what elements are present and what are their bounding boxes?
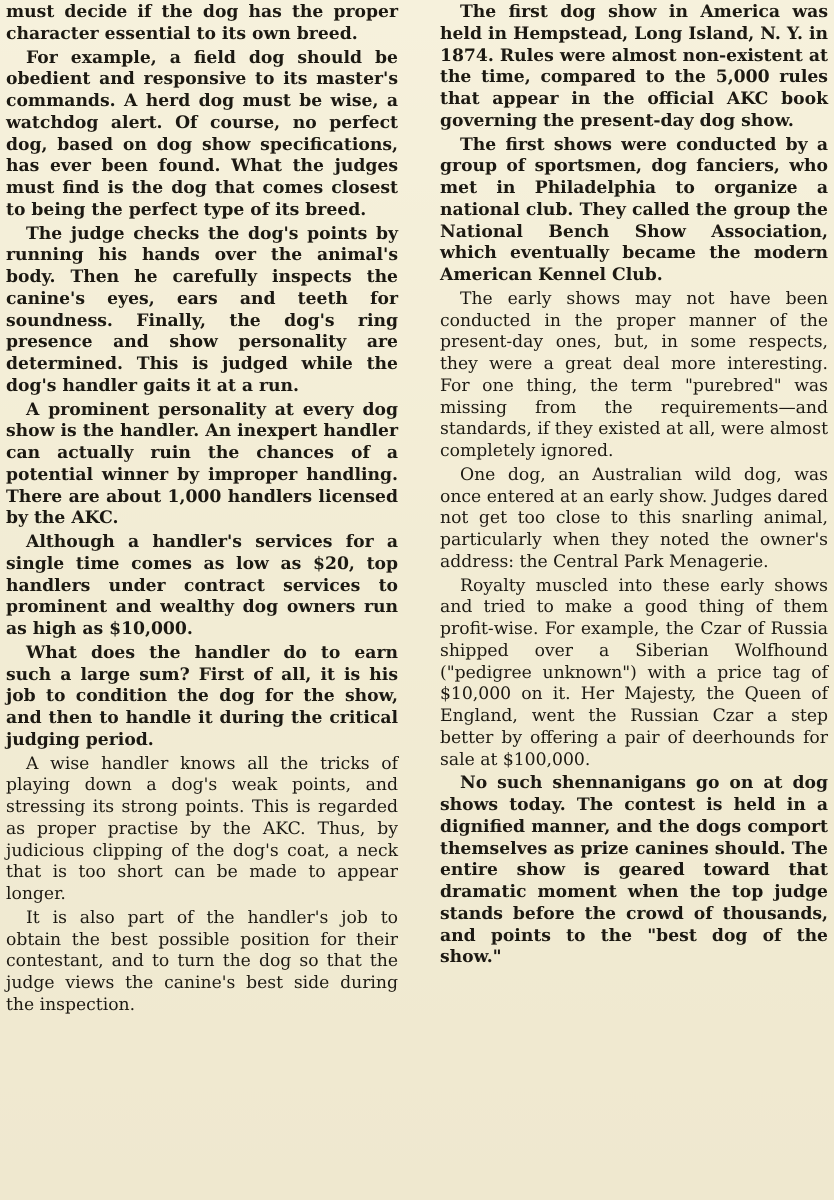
paragraph: The early shows may not have been conducted in the proper manner of the present-day ones, but, in some respects, they were a great deal more interesting. For one thing, the term "purebred" was missing from the requirements—and standards, if they existed at all, were almost completely ignored. — [440, 288, 828, 461]
paragraph: A prominent personality at every dog show is the handler. An inexpert handler can actually ruin the chances of a potential winner by improper handling. There are about 1,000 handlers licensed by the AKC. — [6, 399, 398, 529]
paragraph: For example, a field dog should be obedient and responsive to its master's commands. A herd dog must be wise, a watchdog alert. Of course, no perfect dog, based on dog show specifications, has ever been found. What the judges must find is the dog that comes closest to being the perfect type of its breed. — [6, 47, 398, 220]
paragraph: The first dog show in America was held in Hempstead, Long Island, N. Y. in 1874. Rules were almost non-existent at the time, compared to the 5,000 rules that appear in the official AKC book governing the present-day dog show. — [440, 2, 828, 131]
paragraph: The judge checks the dog's points by running his hands over the animal's body. Then he carefully inspects the canine's eyes, ears and teeth for soundness. Finally, the dog's ring presence and show personality are determined. This is judged while the dog's handler gaits it at a run. — [6, 223, 398, 396]
paragraph: Royalty muscled into these early shows and tried to make a good thing of them profit-wise. For example, the Czar of Russia shipped over a Siberian Wolfhound ("pedigree unknown") with a price tag of $10,000 on it. Her Majesty, the Queen of England, went the Russian Czar a step better by offering a pair of deerhounds for sale at $100,000. — [440, 575, 828, 770]
article-right-column — [440, 2, 828, 971]
article-left-column — [6, 2, 398, 1019]
paragraph: What does the handler do to earn such a large sum? First of all, it is his job to condition the dog for the show, and then to handle it during the critical judging period. — [6, 642, 398, 750]
paragraph: Although a handler's services for a single time comes as low as $20, top handlers under contract services to prominent and wealthy dog owners run as high as $10,000. — [6, 532, 398, 639]
paragraph: The first shows were conducted by a group of sportsmen, dog fanciers, who met in Philadelphia to organize a national club. They called the group the National Bench Show Association, which eventually became the modern American Kennel Club. — [440, 134, 828, 285]
paragraph: One dog, an Australian wild dog, was once entered at an early show. Judges dared not get too close to this snarling animal, particularly when they noted the owner's address: the Central Park Menagerie. — [440, 464, 828, 572]
paragraph: A wise handler knows all the tricks of playing down a dog's weak points, and stressing its strong points. This is regarded as proper practise by the AKC. Thus, by judicious clipping of the dog's coat, a neck that is too short can be made to appear longer. — [6, 753, 398, 904]
paragraph: It is also part of the handler's job to obtain the best possible position for their contestant, and to turn the dog so that the judge views the canine's best side during the inspection. — [6, 907, 398, 1015]
paragraph: No such shennanigans go on at dog shows today. The contest is held in a dignified manner, and the dogs comport themselves as prize canines should. The entire show is geared toward that dramatic moment when the top judge stands before the crowd of thousands, and points to the "best dog of the show." — [440, 773, 828, 968]
paragraph: must decide if the dog has the proper character essential to its own breed. — [6, 2, 398, 44]
